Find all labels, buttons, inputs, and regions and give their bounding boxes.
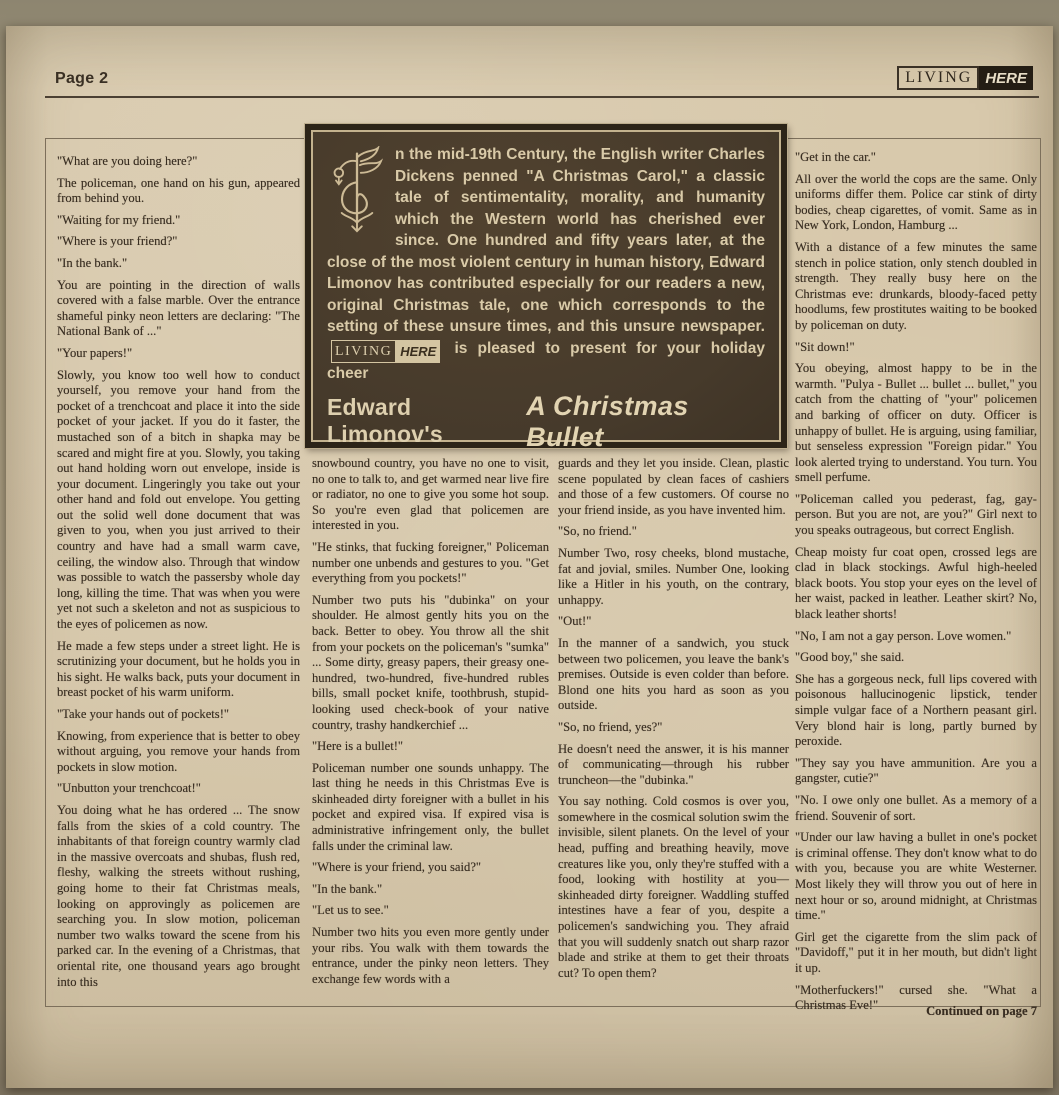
paragraph: You obeying, almost happy to be in the warmth. "Pulya - Bullet ... bullet ... bullet," you catch from the chatting of "your" policemen and barking of officer on duty. Officer is unhappy of bullet. He is arguing, using familiar, but senseless expression "Foreign pidar." You look alerted trying to understand. You turn. You smell perfume.	[795, 361, 1037, 485]
masthead-logo	[897, 66, 1033, 90]
paragraph: "So, no friend, yes?"	[558, 719, 663, 734]
paragraph: With a distance of a few minutes the same stench in police station, only stench doubled in strength. They really busy here on the Christmas eve: drunkards, bloody-faced petty hoodlums, few prostitutes waiting to be booked by policeman on duty.	[795, 239, 1037, 332]
article-column-3	[558, 456, 789, 987]
paragraph: Policeman number one sounds unhappy. The last thing he needs in this Christmas Eve is skinheaded dirty foreigner with a bullet in his pocket and expired visa. If expired visa is administrative infringement only, the bullet falls under the criminal law.	[312, 760, 549, 853]
paragraph: "No. I owe only one bullet. As a memory of a friend. Souvenir of sort.	[795, 792, 1037, 823]
paragraph: "So, no friend."	[558, 524, 637, 539]
author-byline: Edward Limonov's	[327, 393, 443, 447]
paragraph: Slowly, you know too well how to conduct yourself, you remove your hand from the pocket of a trenchcoat and place it into the side pocket of your jacket. If you do it faster, the mustached son of a bitch in shapka may be scared and might fire at you. Slowly, you taking out hand holding worn out envelope, inside is your document. Lingeringly you take out your other hand and fold out envelope. You getting out the solid well done document that was given to you, when you just arrived to their country and have had a small warm cave, ceiling, the window also. Through that window was possible to watch the passersby whole day long, killing the time. That was when you were yet not such a skeleton and not as suspicious to the eyes of policemen as now.	[57, 367, 300, 632]
masthead-here-label: HERE	[979, 66, 1033, 90]
paragraph: "Waiting for my friend."	[57, 212, 181, 227]
intro-text-after-logo: is pleased to present for your holiday cheer	[327, 339, 765, 382]
paragraph: The policeman, one hand on his gun, appeared from behind you.	[57, 175, 300, 206]
paragraph: He made a few steps under a street light. He is scrutinizing your document, but he holds you in his sight. He walks back, puts your document in breast pocket of his warm uniform.	[57, 638, 300, 700]
masthead-living-label: LIVING	[897, 66, 979, 90]
paragraph: "Take your hands out of pockets!"	[57, 707, 230, 721]
paragraph: You doing what he has ordered ... The snow falls from the skies of a cold country. The inhabitants of that foreign country warmly clad in the massive overcoats and shubas, flush red, fleshy, walking the streets without rushing, going home to their fat Christmas meals, looking on approvingly as policemen are searching you. In slow motion, policeman number two walks toward the scene from his parked car. In the evening of a Christmas, that oriental rite, one thousand years ago brought into this	[57, 802, 300, 989]
paragraph: "Get in the car."	[795, 150, 876, 164]
paragraph: Number two hits you even more gently under your ribs. You walk with them towards the entrance, under the pinky neon letters. They exchange few words with a	[312, 925, 549, 986]
paragraph: "Where is your friend?"	[57, 234, 178, 249]
paragraph: "Out!"	[558, 614, 592, 629]
intro-paragraph	[327, 144, 765, 385]
paragraph: "Sit down!"	[795, 339, 855, 354]
inline-living-label: LIVING	[331, 340, 396, 364]
paragraph: Girl get the cigarette from the slim pack of "Davidoff," put it in her mouth, but didn't light it up.	[795, 929, 1037, 975]
paragraph: "Unbutton your trenchcoat!"	[57, 781, 201, 796]
paragraph: Knowing, from experience that is better to obey without arguing, you remove your hands from pockets in slow motion.	[57, 728, 300, 774]
inline-here-label: HERE	[396, 340, 440, 364]
article-column-4	[795, 150, 1037, 1025]
paragraph: "In the bank."	[312, 881, 383, 896]
paragraph: "Good boy," she said.	[795, 650, 905, 665]
paragraph: Cheap moisty fur coat open, crossed legs are clad in black stockings. Awful high-heeled black boots. You stop your eyes on the level of her waist, packed in leather. Leather skirt? No, black leather shorts!	[795, 544, 1037, 622]
paragraph: You say nothing. Cold cosmos is over you, somewhere in the cosmical solution swim the invisible, silent planets. On the level of your head, puffing and breathing heavily, move creatures like you, only they're stuffed with a food, looking with hostility at you—skinheaded dirty foreigner. Waddling stuffed intestines have a fear of you, despite a policemen's sandwiching you. They afraid that you will suddenly snatch out sharp razor blade and strike at them to get their throats cut? To open them?	[558, 794, 789, 980]
paragraph: "They say you have ammunition. Are you a gangster, cutie?"	[795, 755, 1037, 786]
paragraph: "He stinks, that fucking foreigner," Policeman number one unbends and gestures to you. "Get everything from you pockets!"	[312, 539, 549, 586]
paragraph: Number two puts his "dubinka" on your shoulder. He almost gently hits you on the back. Better to obey. You throw all the shit from your pockets on the policeman's "sumka" ... Some dirty, greasy papers, their greasy one-hundred, two-hundred, five-hundred rubles bills, small pocket knife, toothbrush, stupid-looking used check-book of your native country, trashy handkerchief ...	[312, 592, 549, 732]
paragraph: You are pointing in the direction of walls covered with a false marble. Over the entrance shameful pinky neon letters are declaring: "The National Bank of ..."	[57, 277, 300, 339]
intro-title-line	[327, 391, 765, 453]
paragraph: "Here is a bullet!"	[312, 739, 404, 754]
paragraph: "In the bank."	[57, 255, 128, 270]
intro-box	[305, 124, 787, 452]
paragraph: "Policeman called you pederast, fag, gay-person. But you are not, are you?" Girl next to you speaks outrageous, but correct English.	[795, 491, 1037, 538]
paragraph: guards and they let you inside. Clean, plastic scene populated by clean faces of cashiers and those of a few customers. Of course no your friend inside, as you have invented him.	[558, 456, 789, 517]
paragraph: All over the world the cops are the same. Only uniforms differ them. Police car stink of dirty bodies, cheap cigarettes, of vomit. Same as in New York, London, Hamburg ...	[795, 171, 1037, 233]
newspaper-page	[6, 26, 1053, 1088]
ornamental-dropcap-icon	[327, 146, 387, 234]
paragraph: In the manner of a sandwich, you stuck between two policemen, you leave the bank's premises. Outside is even colder than before. Blond one hits you hard as soon as you outside.	[558, 635, 789, 713]
article-column-2	[312, 456, 549, 993]
page-number: Page 2	[55, 70, 109, 87]
paragraph: "No, I am not a gay person. Love women."	[795, 628, 1012, 643]
story-title: A Christmas Bullet	[526, 390, 689, 452]
header-rule	[45, 96, 1039, 98]
paragraph: "Under our law having a bullet in one's pocket is criminal offense. They don't know what to do with you, because you are white Westerner. Most likely they will throw you out of here in next hour or so, around midnight, at Christmas time."	[795, 830, 1037, 923]
paragraph: snowbound country, you have no one to visit, no one to talk to, and get warmed near live fire or radiator, no one to give you some hot soup. So you're even glad that policemen are interested in you.	[312, 456, 549, 533]
paragraph: "Let us to see."	[312, 903, 389, 918]
paragraph: She has a gorgeous neck, full lips covered with poisonous hallucinogenic lipstick, tender simple vulgar face of a Northern peasant girl. Very blond hair is long, partly burned by peroxide.	[795, 671, 1037, 749]
inline-living-here-logo	[331, 340, 440, 364]
paragraph: "What are you doing here?"	[57, 154, 198, 168]
paragraph: He doesn't need the answer, it is his manner of communicating—through his rubber truncheon—the "dubinka."	[558, 741, 789, 787]
paragraph: Number Two, rosy cheeks, blond mustache, fat and jovial, smiles. Number One, looking like a Hitler in his youth, on the contrary, unhappy.	[558, 545, 789, 607]
article-column-1	[57, 154, 300, 996]
continued-on-page-note: Continued on page 7	[926, 1003, 1037, 1018]
paragraph: "Motherfuckers!" cursed she. "What a Christmas Eve!"	[795, 982, 1037, 1013]
intro-text-before-logo: n the mid-19th Century, the English writer Charles Dickens penned "A Christmas Carol," a classic tale of sentimentality, morality, and humanity which the Western world has cherished ever since. One hundred and fifty years later, at the close of the most violent century in human history, Edward Limonov has contributed especially for our readers a new, original Christmas tale, one which corresponds to the setting of these unsure times, and this unsure newspaper.	[327, 146, 765, 335]
paragraph: "Where is your friend, you said?"	[312, 860, 482, 875]
paragraph: "Your papers!"	[57, 345, 133, 360]
